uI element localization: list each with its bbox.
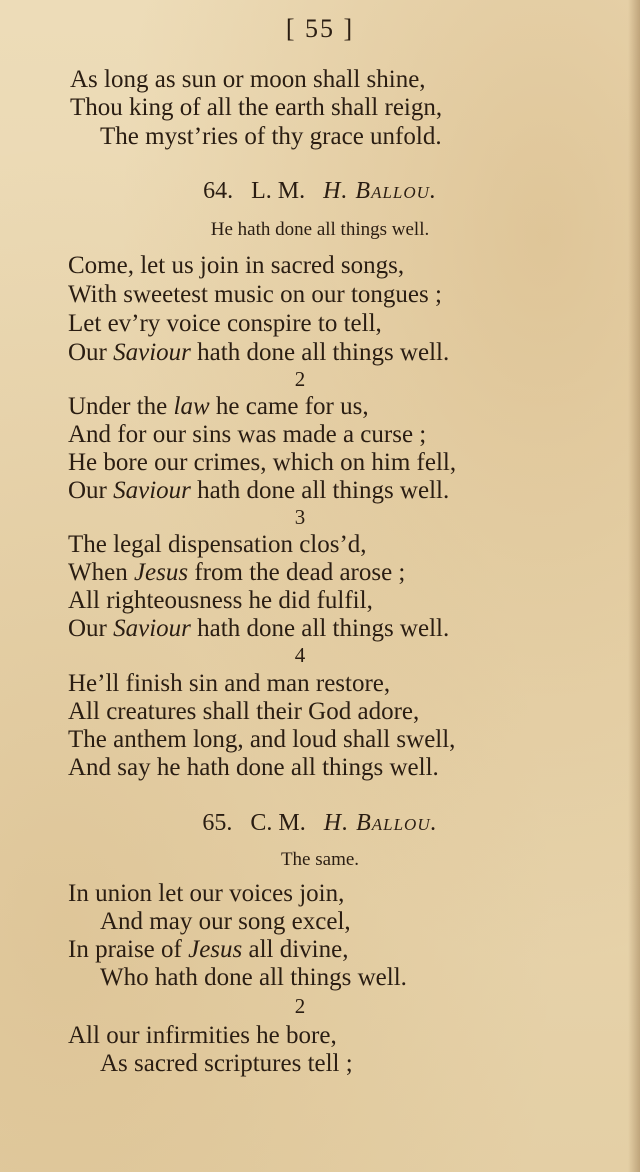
hymn-64-v1-line-3: Let ev’ry voice conspire to tell, — [68, 310, 382, 337]
hymn-author: H. Ballou. — [323, 178, 437, 204]
hymn-65-v2-line-1: All our infirmities he bore, — [68, 1022, 337, 1049]
hymn-64-v4-line-3: The anthem long, and loud shall swell, — [68, 726, 456, 753]
refrain-pre: Our — [68, 339, 107, 366]
page-number: [ 55 ] — [285, 14, 355, 43]
intro-line-3: The myst’ries of thy grace unfold. — [100, 123, 442, 150]
refrain-pre: Our — [68, 615, 107, 642]
hymn-64-v3-line-3: All righteousness he did fulfil, — [68, 587, 373, 614]
hymn-meter: C. M. — [250, 810, 306, 836]
v3-line-2-pre: When — [68, 559, 128, 586]
refrain-name: Saviour — [113, 615, 191, 642]
hymn-64-v3-line-2 — [68, 559, 405, 587]
hymn-64-v3-refrain — [68, 615, 449, 643]
hymn-65-v2-line-2: As sacred scriptures tell ; — [100, 1050, 353, 1077]
hymn-meter: L. M. — [251, 178, 306, 204]
hymn-64-v1-refrain — [68, 339, 449, 367]
refrain-post: hath done all things well. — [197, 615, 450, 642]
v1-line-3-pre: In praise of — [68, 936, 182, 963]
hymn-64-v2-line-2: And for our sins was made a curse ; — [68, 421, 427, 448]
hymn-65-v1-line-3 — [68, 936, 348, 964]
hymn-65-v1-line-4: Who hath done all things well. — [100, 964, 407, 991]
hymn-64-subtitle: He hath done all things well. — [210, 219, 430, 240]
hymn-64-v4-line-1: He’ll finish sin and man restore, — [68, 670, 391, 697]
hymn-64-verse-number-3: 3 — [294, 505, 306, 529]
refrain-post: hath done all things well. — [197, 477, 450, 504]
hymn-author: H. Ballou. — [323, 810, 438, 836]
intro-line-2: Thou king of all the earth shall reign, — [70, 94, 443, 121]
hymn-64-verse-number-4: 4 — [294, 643, 306, 667]
refrain-pre: Our — [68, 477, 107, 504]
hymn-number: 65. — [202, 810, 233, 836]
hymn-64-v1-line-2: With sweetest music on our tongues ; — [68, 281, 442, 308]
refrain-name: Saviour — [113, 477, 191, 504]
v2-line-1-post: he came for us, — [215, 393, 369, 420]
v1-line-3-post: all divine, — [248, 936, 349, 963]
hymn-64-v2-line-1 — [68, 393, 369, 421]
hymn-64-verse-number-2: 2 — [294, 367, 306, 391]
hymn-64-v2-line-3: He bore our crimes, which on him fell, — [68, 449, 457, 476]
v3-line-2-italic: Jesus — [133, 559, 189, 586]
hymn-65-heading — [0, 809, 640, 837]
hymn-64-heading — [0, 177, 640, 205]
hymn-65-verse-number-2: 2 — [294, 994, 306, 1018]
v1-line-3-italic: Jesus — [188, 936, 243, 963]
v2-line-1-italic: law — [173, 393, 210, 420]
hymn-65-v1-line-2: And may our song excel, — [100, 908, 351, 935]
hymn-64-v4-line-2: All creatures shall their God adore, — [68, 698, 420, 725]
hymn-64-v4-line-4: And say he hath done all things well. — [68, 754, 439, 781]
hymn-64-v1-line-1: Come, let us join in sacred songs, — [68, 252, 405, 279]
refrain-name: Saviour — [113, 339, 191, 366]
page-spine-shadow — [628, 0, 640, 1172]
hymn-number: 64. — [203, 178, 234, 204]
hymn-64-v2-refrain — [68, 477, 449, 505]
v2-line-1-pre: Under the — [68, 393, 168, 420]
refrain-post: hath done all things well. — [197, 339, 450, 366]
hymn-64-v3-line-1: The legal dispensation clos’d, — [68, 531, 367, 558]
hymn-65-subtitle: The same. — [280, 849, 360, 870]
v3-line-2-post: from the dead arose ; — [194, 559, 406, 586]
intro-line-1: As long as sun or moon shall shine, — [70, 66, 426, 93]
hymn-65-v1-line-1: In union let our voices join, — [68, 880, 345, 907]
